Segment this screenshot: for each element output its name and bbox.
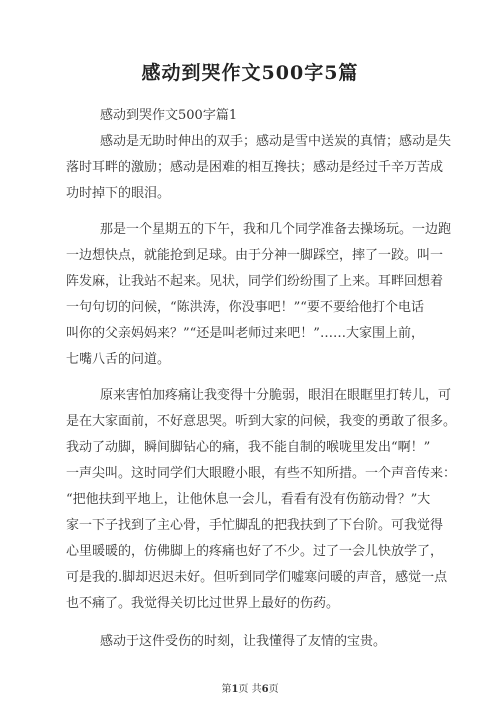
document-title: 感动到哭作文500字5篇 [141, 62, 359, 84]
paragraph-line: 可是我的.脚却迟迟未好。但听到同学们嘘寒问暖的声音，感觉一点 [66, 570, 448, 585]
paragraph-line: 也不痛了。我觉得关切比过世界上最好的伤药。 [66, 596, 340, 611]
footer-middle: 页 共 [238, 684, 262, 695]
footer-current-page: 1 [231, 684, 239, 695]
paragraph-line: 一边想快点，就能抢到足球。由于分神一脚踩空，摔了一跤。叫一 [66, 248, 444, 263]
paragraph-line: 叫你的父亲妈妈来？”“还是叫老师过来吧！”……大家围上前， [66, 326, 424, 341]
footer-suffix: 页 [268, 684, 279, 695]
footer-total-pages: 6 [261, 684, 269, 695]
paragraph-line: 是在大家面前，不好意思哭。听到大家的问候，我变的勇敢了很多。 [66, 414, 457, 429]
paragraph-line: 原来害怕加疼痛让我变得十分脆弱，眼泪在眼眶里打转儿，可 [100, 388, 452, 403]
paragraph-line: 心里暖暖的，仿佛脚上的疼痛也好了不少。过了一会儿快放学了， [66, 544, 444, 559]
paragraph-line: 家一下子找到了主心骨，手忙脚乱的把我扶到了下台阶。可我觉得 [66, 518, 444, 533]
paragraph-line: 七嘴八舌的问道。 [66, 352, 171, 367]
paragraph-line: 功时掉下的眼泪。 [66, 186, 171, 201]
paragraph-line: 感动是无助时伸出的双手；感动是雪中送炭的真情；感动是失 [100, 134, 452, 149]
paragraph-line: 那是一个星期五的下午，我和几个同学准备去操场玩。一边跑 [100, 222, 452, 237]
paragraph-line: 一声尖叫。这时同学们大眼瞪小眼，有些不知所措。一个声音传来： [66, 466, 457, 481]
paragraph-line: 落时耳畔的激励；感动是困难的相互搀扶；感动是经过千辛万苦成 [66, 160, 444, 175]
paragraph-line: 一句句切的问候，“陈洪涛，你没事吧！”“要不要给他打个电话 [66, 300, 424, 315]
paragraph-line: 阵发麻，让我站不起来。见状，同学们纷纷围了上来。耳畔回想着 [66, 274, 444, 289]
paragraph-line: 我动了动脚，瞬间脚钻心的痛，我不能自制的喉咙里发出“啊！” [66, 440, 431, 455]
footer-prefix: 第 [221, 684, 232, 695]
document-subtitle: 感动到哭作文500字篇1 [100, 108, 238, 123]
paragraph-line: 感动于这件受伤的时刻，让我懂得了友情的宝贵。 [100, 634, 387, 649]
page-footer [0, 680, 500, 695]
paragraph-line: “把他扶到平地上，让他休息一会儿，看看有没有伤筋动骨？”大 [66, 492, 431, 507]
